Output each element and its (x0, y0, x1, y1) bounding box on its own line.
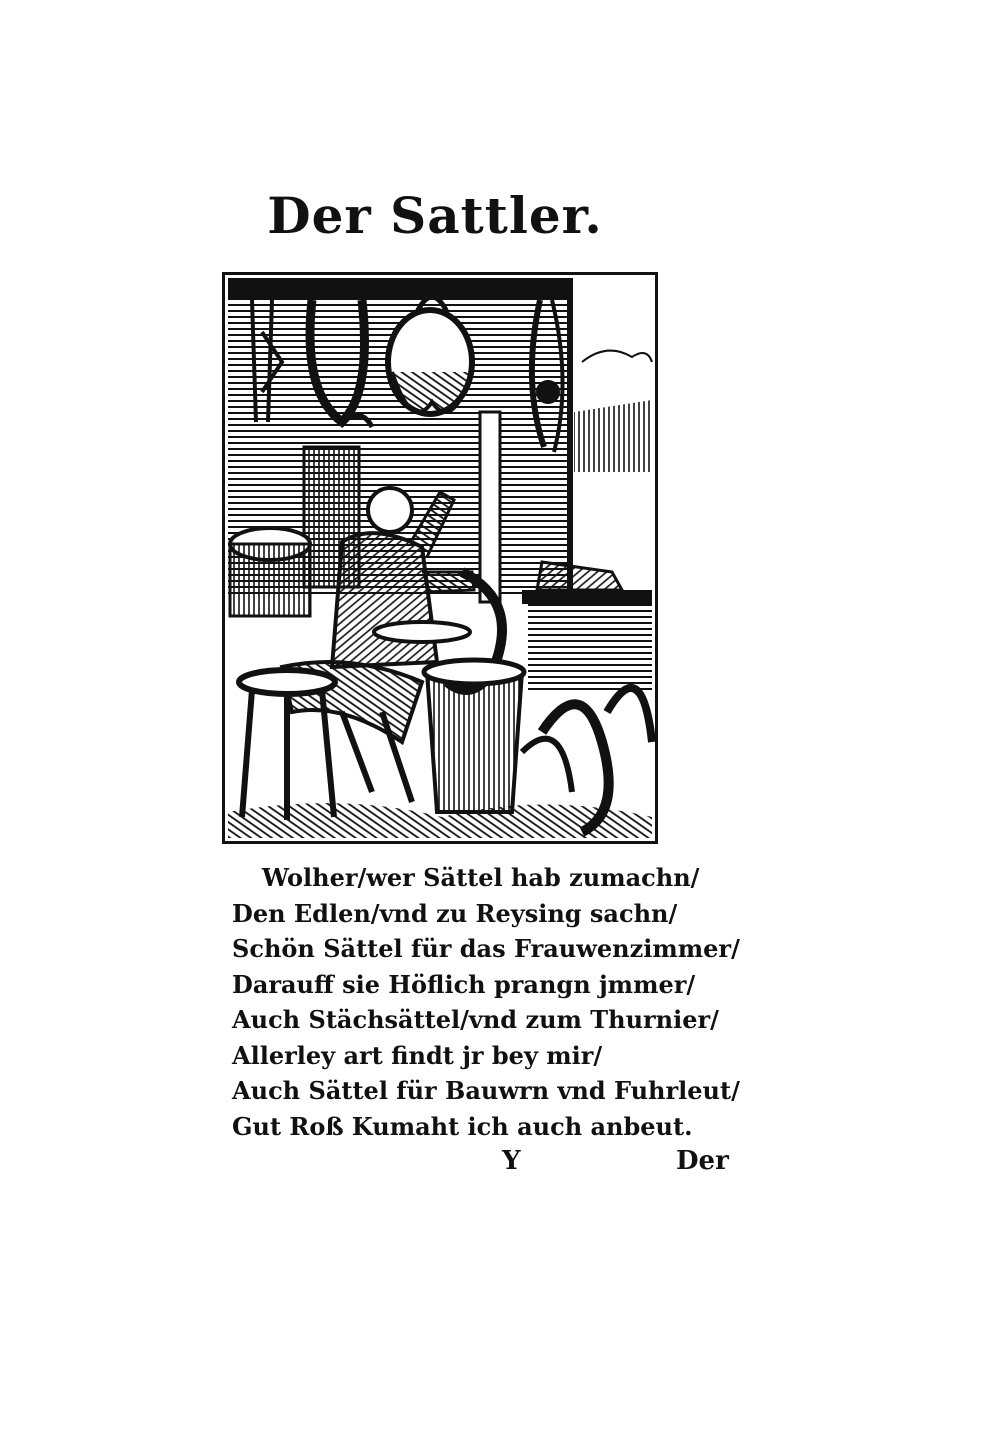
verse-line: Allerley art findt jr bey mir/ (232, 1040, 603, 1070)
verse-line: Auch Sättel für Bauwrn vnd Fuhrleut/ (232, 1076, 740, 1105)
barrel (230, 528, 310, 616)
verse-line: Den Edlen/vnd zu Reysing sachn/ (232, 898, 678, 928)
woodcut-illustration (222, 272, 658, 844)
verse-line: Auch Stächsättel/vnd zum Thurnier/ (232, 1005, 719, 1034)
verse-block (232, 860, 752, 1144)
verse-line: Schön Sättel für das Frauwenzimmer/ (232, 934, 740, 963)
page-title: Der Sattler. (267, 186, 603, 245)
verse-line: Gut Roß Kumaht ich auch anbeut. (232, 1111, 693, 1141)
verse-line: Darauff sie Höflich prangn jmmer/ (232, 969, 696, 999)
catchword: Der (676, 1146, 729, 1176)
signature-mark: Y (502, 1146, 521, 1176)
verse-line: Wolher/wer Sättel hab zumachn/ (262, 863, 700, 892)
